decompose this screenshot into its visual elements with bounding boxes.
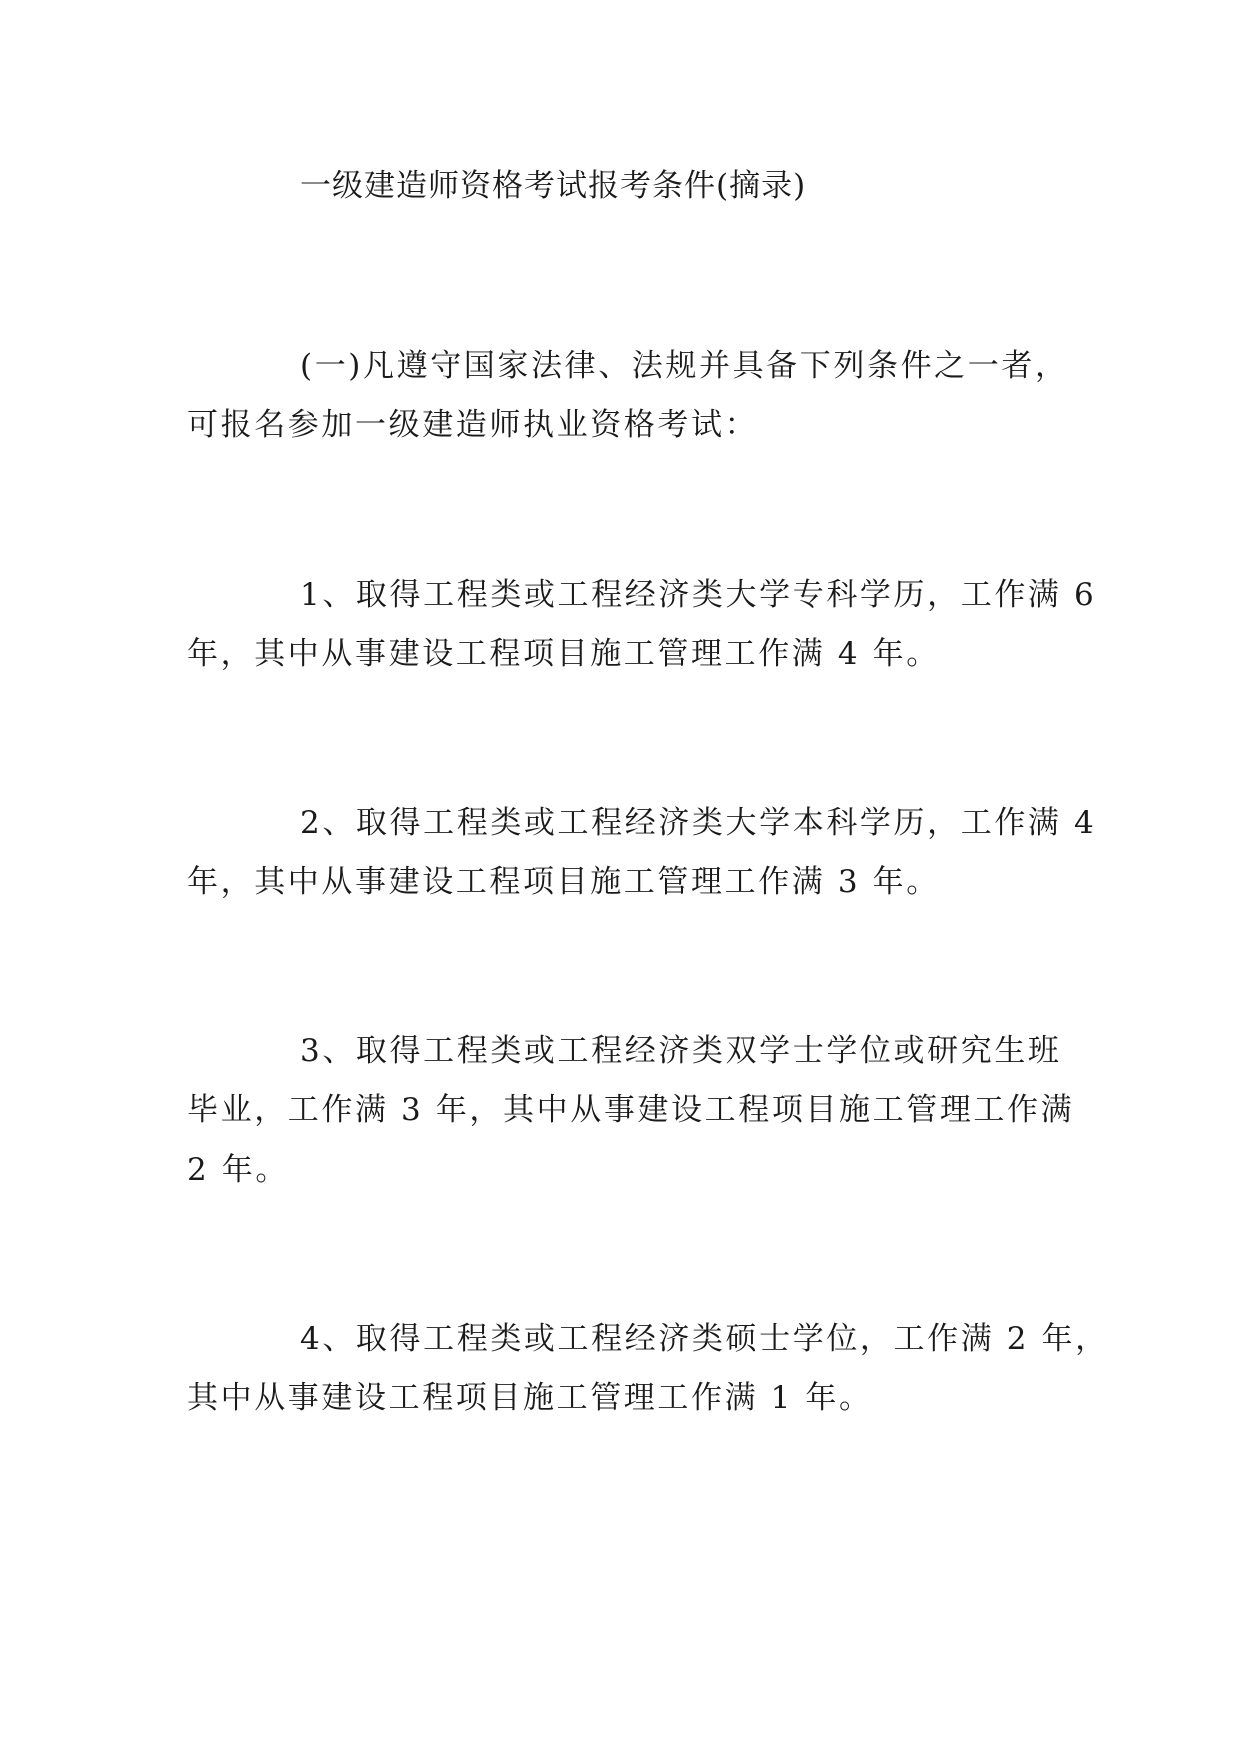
item-4-line-1: 4、取得工程类或工程经济类硕士学位，工作满 2 年，: [300, 1321, 1109, 1357]
item-1-line-1: 1、取得工程类或工程经济类大学专科学历，工作满 6: [300, 577, 1097, 613]
item-3-line-2: 毕业，工作满 3 年，其中从事建设工程项目施工管理工作满: [187, 1092, 1075, 1128]
item-2-line-1: 2、取得工程类或工程经济类大学本科学历，工作满 4: [300, 805, 1097, 841]
item-4-line-2: 其中从事建设工程项目施工管理工作满 1 年。: [187, 1380, 873, 1416]
intro-line-1: (一)凡遵守国家法律、法规并具备下列条件之一者，: [300, 348, 1069, 384]
item-3-line-3: 2 年。: [187, 1152, 289, 1188]
document-title: 一级建造师资格考试报考条件(摘录): [300, 168, 807, 204]
intro-line-2: 可报名参加一级建造师执业资格考试：: [187, 407, 759, 443]
item-1-line-2: 年，其中从事建设工程项目施工管理工作满 4 年。: [187, 636, 940, 672]
item-3-line-1: 3、取得工程类或工程经济类双学士学位或研究生班: [300, 1033, 1062, 1069]
item-2-line-2: 年，其中从事建设工程项目施工管理工作满 3 年。: [187, 864, 940, 900]
